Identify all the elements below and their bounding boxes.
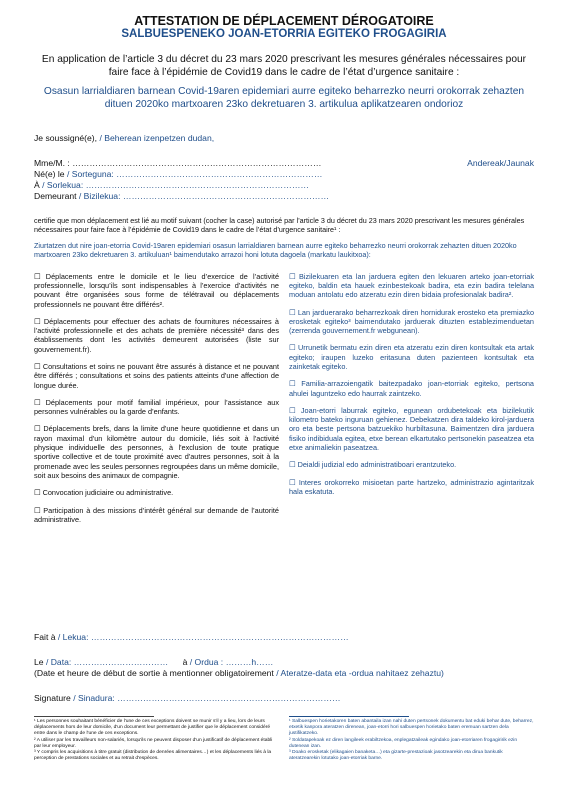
footnote-eu-2: ² Soldatapekoak ez diren langileek erabiltzekoa, enplegatzaileak egindako joan-etorriaren frogagiririk ezin dutenean izan. — [289, 737, 518, 749]
signature-label-eu: / Sinadura: …………………………………………………………………… — [73, 693, 341, 703]
reason-fr-shopping[interactable]: ☐ Déplacements pour effectuer des achats de fournitures nécessaires à l’activité professionnelle et des achats de première nécessité³ dans des établissements dont les activités demeurent autorisées (liste sur gouvernement.fr). — [34, 316, 279, 354]
undersigned-line — [34, 133, 534, 144]
signature-field[interactable] — [34, 693, 534, 704]
undersigned-eu: / Beherean izenpetzen dudan, — [99, 133, 215, 143]
time-label: à — [182, 657, 188, 667]
address-label: Demeurant — [34, 191, 77, 201]
footnote-eu-1: ¹ Salbuespen horietakoren baten abantaila izan nahi duten pertsonek dokumentu bat eduki behar dute, beharrez, etxetik kanpora ateratzen direnean, joan-etorri hori salbuespen horietako baten eremuan sartzen dela justifikatzeko. — [289, 719, 534, 737]
attestation-form — [34, 14, 534, 703]
address-label-eu: / Bizilekua: ……………………………………………………………… — [78, 191, 330, 201]
undersigned-fr: Je soussigné(e), — [34, 133, 98, 143]
date-label: Le — [34, 657, 44, 667]
footnote-fr-1: ¹ Les personnes souhaitant bénéficier de l'une de ces exceptions doivent se munir s'il y a lieu, lors de leurs déplacements hors de leur domicile, d'un document leur permettant de justifier que le déplacement considéré entre dans le champ de l'une de ces exceptions. — [34, 719, 271, 737]
form-title: ATTESTATION DE DÉPLACEMENT DÉROGATOIRE — [134, 14, 434, 28]
date-note — [34, 668, 534, 679]
reason-eu-summons[interactable]: ☐ Deialdi judizial edo administratiboari erantzuteko. — [289, 460, 457, 470]
intro-eu: Osasun larrialdiaren barnean Covid-19aren epidemiari aurre egiteko beharrezko neurri orokorrak zehazten dituen 2020ko martxoaren 23ko dekretuaren 3. artikulua aplikatzearen ondorioz — [43, 86, 525, 110]
birthplace-label-eu: / Sorlekua: …………………………………………………………………… — [42, 180, 310, 190]
reason-fr-health[interactable]: ☐ Consultations et soins ne pouvant être assurés à distance et ne pouvant être différés ; consultations et soins des patients atteints d'une affection de longue durée. — [34, 362, 279, 390]
birthplace-field[interactable] — [34, 180, 534, 191]
name-field[interactable] — [34, 158, 534, 169]
name-label-eu: Andereak/Jaunak — [467, 158, 534, 168]
signature-block — [34, 632, 534, 704]
birthplace-label: À — [34, 180, 40, 190]
reason-fr-work[interactable]: ☐ Déplacements entre le domicile et le lieu d’exercice de l’activité professionnelle, lorsqu’ils sont indispensables à l’exercice d’activités ne pouvant être organisées sous forme de télétravail ou déplacements professionnels ne pouvant être différés². — [34, 271, 279, 309]
form-subtitle: SALBUESPENEKO JOAN-ETORRIA EGITEKO FROGAGIRIA — [121, 28, 447, 40]
date-note-fr: (Date et heure de début de sortie à mentionner obligatoirement — [34, 668, 274, 678]
footnote-fr-3: ³ Y compris les acquisitions à titre gratuit (distribution de denrées alimentaires…) et les déplacements liés à la perception de prestations sociales et au retrait d'espèces. — [34, 750, 272, 762]
address-field[interactable] — [34, 191, 534, 202]
date-label-eu: / Data: …………………………… — [45, 657, 169, 667]
reason-fr-family[interactable]: ☐ Déplacements pour motif familial impérieux, pour l’assistance aux personnes vulnérables ou la garde d’enfants. — [34, 397, 279, 417]
certify-eu: Ziurtatzen dut nire joan-etorria Covid-19aren epidemiari osasun larrialdiaren barnean aurre egiteko beharrezko neurri orokorrak zehazten dituen 2020ko martxoaren 23ko dekretuaren 3. artikuluan¹ baimendutako arrazoi honi lotuta dagoela (markatu laukitxoa): — [34, 240, 517, 260]
birthdate-label: Né(e) le — [34, 169, 65, 179]
reasons-fr-column — [34, 272, 279, 533]
signature-label: Signature — [34, 693, 71, 703]
footnote-eu-3: ³ Doako erosketak (elikagaien banaketa…) eta gizarte-prestazioak jasotzearekin eta dirua bankutik ateratzearekin lotutako joan-etorriak barne. — [289, 750, 503, 762]
made-at-field[interactable] — [34, 632, 534, 643]
date-note-eu: / Ateratze-data eta -ordua nahitaez zehaztu) — [276, 668, 444, 678]
reason-eu-exercise[interactable]: ☐ Joan-etorri laburrak egiteko, egunean ordubetekoak eta bizilekutik kilometro bateko inguruan gehienez. Debekatzen dira taldeko kirol-jarduera oro eta beste pertsona batzuekiko hurbiltasuna. Baimentzen dira jarduera fisiko indibiduala egitea, etxe berean elkartutako pertsonekin paseatzea eta etxe animaliekin paseatzea. — [289, 405, 534, 453]
footnotes-fr — [34, 716, 279, 762]
reason-fr-missions[interactable]: ☐ Participation à des missions d’intérêt général sur demande de l’autorité administrative. — [34, 505, 279, 524]
birthdate-field[interactable] — [34, 169, 534, 180]
footnote-separator — [34, 716, 154, 717]
reason-eu-work[interactable]: ☐ Bizilekuaren eta lan jarduera egiten den lekuaren arteko joan-etorriak egiteko, baldin eta hauek ezinbestekoak badira, eta ezin badira telelana moduan antolatu edo atzeratu ezin diren bidaia profesionalak badira². — [289, 271, 534, 300]
footnotes-eu — [289, 716, 534, 762]
reasons-columns — [34, 272, 534, 533]
made-at-label-eu: / Lekua: ……………………………………………………………………………… — [57, 632, 349, 642]
date-time-field[interactable] — [34, 657, 534, 668]
birthdate-label-eu: / Sorteguna: ……………………………………………………………… — [66, 169, 323, 179]
reason-fr-summons[interactable]: ☐ Convocation judiciaire ou administrative. — [34, 488, 174, 498]
reason-eu-family[interactable]: ☐ Familia-arrazoiengatik baitezpadako joan-etorriak egiteko, pertsona ahulei laguntzeko edo haurrak zaintzeko. — [289, 379, 534, 398]
reason-eu-missions[interactable]: ☐ Interes orokorreko misioetan parte hartzeko, administrazio agintaritzak hala eskatuta. — [289, 477, 534, 496]
time-label-eu: / Ordua : ………h…… — [189, 657, 274, 667]
reason-eu-shopping[interactable]: ☐ Lan jarduerarako beharrezkoak diren hornidurak erosteko eta premiazko erosketak egiteko³ baimendutako jarduerak dituzten establezimenduetan (zerrenda gouvernement.fr webgunean). — [289, 307, 534, 336]
reasons-eu-column — [289, 272, 534, 533]
made-at-label: Fait à — [34, 632, 56, 642]
certify-fr: certifie que mon déplacement est lié au motif suivant (cocher la case) autorisé par l’article 3 du décret du 23 mars 2020 prescrivant les mesures générales nécessaires pour faire face à l’épidémie de Covid19 dans le cadre de l’état d’urgence sanitaire¹ : — [34, 216, 525, 235]
footnote-fr-2: ² A utiliser par les travailleurs non-salariés, lorsqu'ils ne peuvent disposer d'un justificatif de déplacement établi par leur employeur. — [34, 737, 273, 749]
reason-fr-exercise[interactable]: ☐ Déplacements brefs, dans la limite d'une heure quotidienne et dans un rayon maximal d'un kilomètre autour du domicile, liés soit à l'activité physique individuelle des personnes, à l'exclusion de toute pratique sportive collective et de toute proximité avec d'autres personnes, soit à la promenade avec les seules personnes regroupées dans un même domicile, soit aux besoins des animaux de compagnie. — [34, 424, 279, 480]
intro-fr: En application de l’article 3 du décret du 23 mars 2020 prescrivant les mesures générales nécessaires pour faire face à l’épidémie de Covid19 dans le cadre de l’état d’urgence sanitaire : — [41, 54, 527, 78]
footnote-separator-eu — [289, 716, 409, 717]
footnotes — [34, 716, 534, 762]
name-label: Mme/M. : …………………………………………………………………………… — [34, 158, 322, 168]
reason-eu-health[interactable]: ☐ Urrunetik bermatu ezin diren eta atzeratu ezin diren kontsultak eta artak egiteko; iraupen luzeko eritasuna duten pazienteen kontsultak eta zainketak egiteko. — [289, 343, 534, 371]
